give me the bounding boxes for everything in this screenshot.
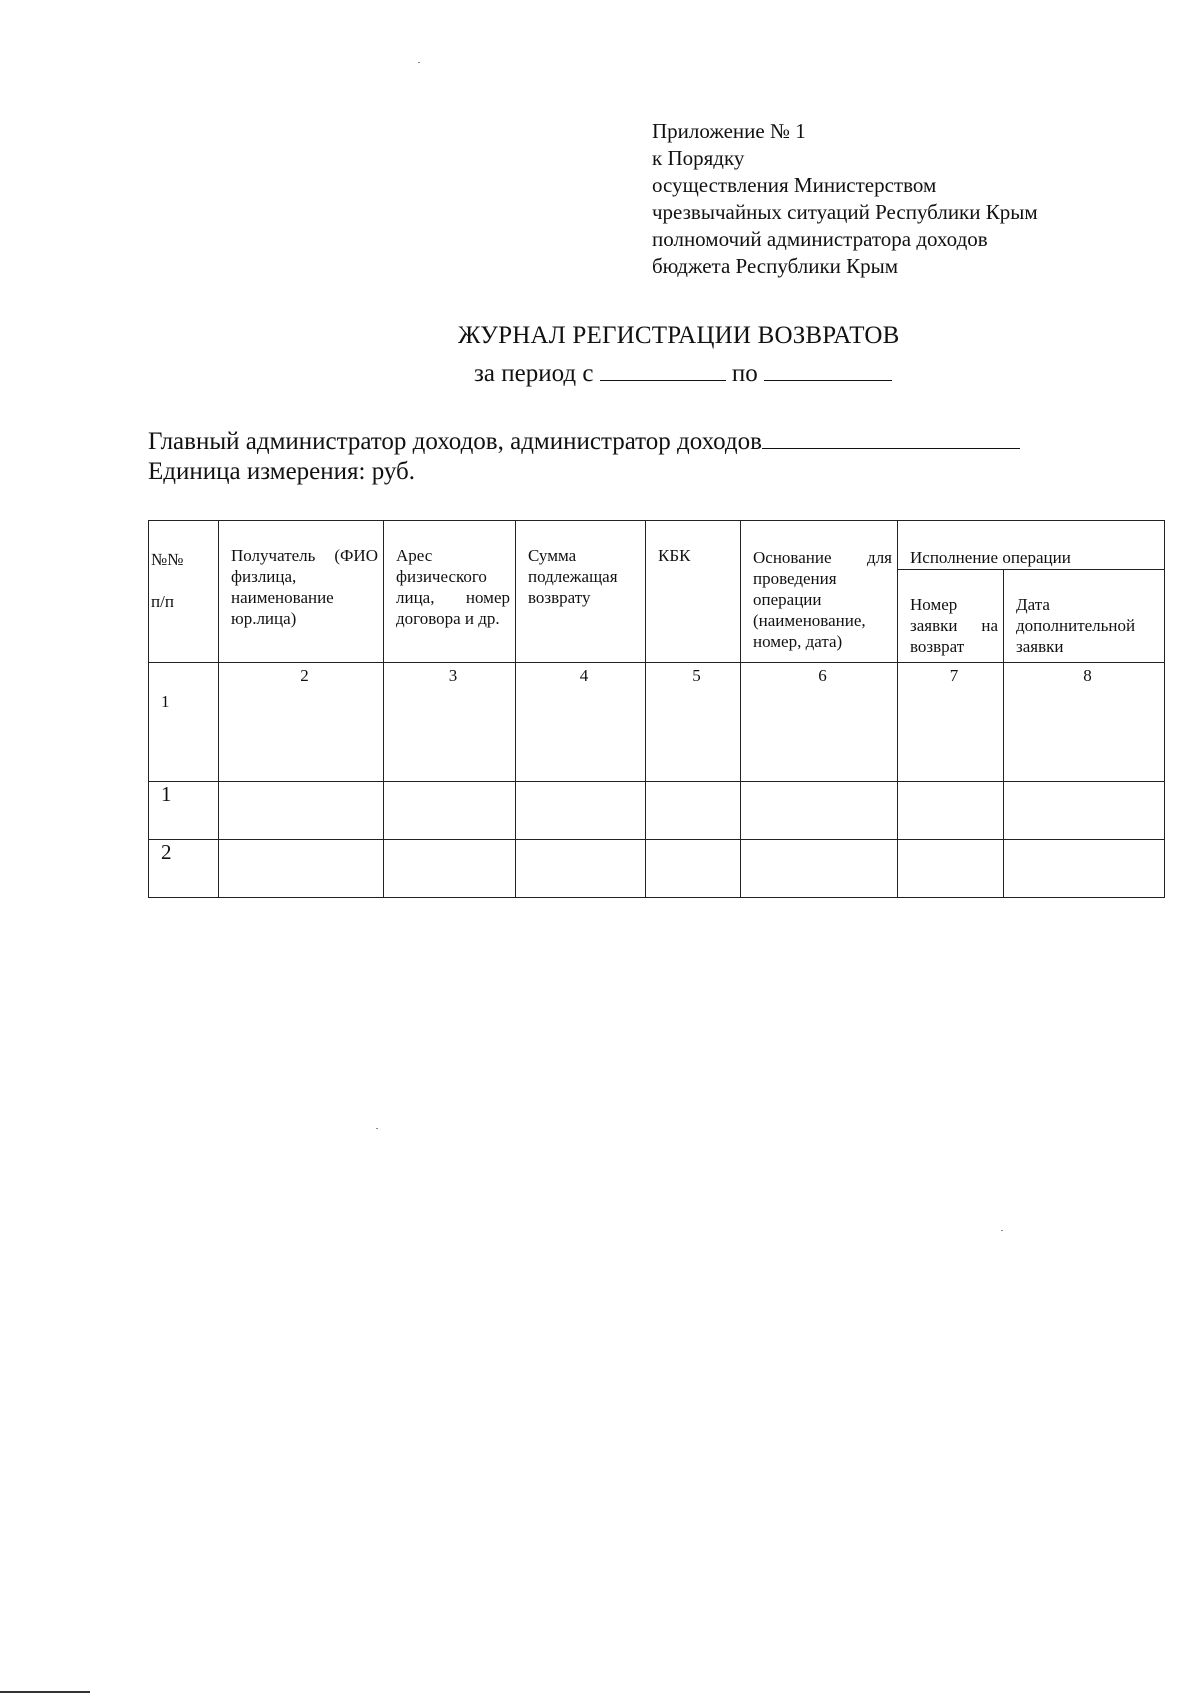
- period-middle: по: [731, 360, 758, 387]
- table-cell[interactable]: [219, 782, 384, 840]
- table-cell[interactable]: [741, 782, 898, 840]
- header-recipient: Получатель (ФИО физлица, наименование юр.лица): [219, 521, 384, 663]
- column-number: 6: [741, 663, 898, 782]
- column-number: 7: [898, 663, 1004, 782]
- table-cell[interactable]: [741, 840, 898, 898]
- table-row: [149, 782, 1165, 840]
- period-line: [474, 358, 892, 388]
- header-extra-date: Дата дополнительной заявки: [1004, 570, 1165, 663]
- period-from-field[interactable]: [600, 358, 726, 381]
- appendix-line: полномочий администратора доходов: [652, 227, 988, 251]
- admin-field[interactable]: [762, 426, 1020, 449]
- column-number: 5: [646, 663, 741, 782]
- scan-edge-line: [0, 1691, 90, 1693]
- column-number: 3: [384, 663, 516, 782]
- column-number: 8: [1004, 663, 1165, 782]
- table-cell[interactable]: [1004, 782, 1165, 840]
- appendix-line: бюджета Республики Крым: [652, 254, 899, 278]
- table-cell[interactable]: [1004, 840, 1165, 898]
- admin-label: Главный администратор доходов, администратор доходов: [148, 428, 762, 455]
- header-basis: Основание для проведения операции (наименование, номер, дата): [741, 521, 898, 663]
- row-number: 1: [149, 782, 219, 840]
- scan-speck: [418, 62, 420, 63]
- column-numbers-row: [149, 663, 1165, 782]
- appendix-line: Приложение № 1: [652, 119, 806, 143]
- column-number: 2: [219, 663, 384, 782]
- row-number: 2: [149, 840, 219, 898]
- column-number: 4: [516, 663, 646, 782]
- appendix-line: к Порядку: [652, 146, 745, 170]
- admin-line: [148, 426, 1020, 456]
- table-cell[interactable]: [646, 840, 741, 898]
- column-number: 1: [149, 663, 219, 782]
- document-title: ЖУРНАЛ РЕГИСТРАЦИИ ВОЗВРАТОВ: [458, 322, 900, 349]
- table-cell[interactable]: [384, 840, 516, 898]
- table-cell[interactable]: [516, 782, 646, 840]
- period-prefix: за период с: [474, 360, 594, 387]
- table-cell[interactable]: [219, 840, 384, 898]
- table-row: [149, 840, 1165, 898]
- scan-speck: [376, 1128, 378, 1129]
- header-kbk: КБК: [646, 521, 741, 663]
- journal-table: [148, 520, 1165, 898]
- period-to-field[interactable]: [764, 358, 892, 381]
- appendix-line: осуществления Министерством: [652, 173, 937, 197]
- unit-label: Единица измерения: руб.: [148, 458, 416, 485]
- scan-speck: [1001, 1230, 1003, 1231]
- table-cell[interactable]: [384, 782, 516, 840]
- table-cell[interactable]: [516, 840, 646, 898]
- header-amount: Сумма подлежащая возврату: [516, 521, 646, 663]
- appendix-block: [652, 118, 1152, 280]
- header-num: [149, 521, 219, 663]
- table-cell[interactable]: [646, 782, 741, 840]
- appendix-line: чрезвычайных ситуаций Республики Крым: [652, 200, 1038, 224]
- table-cell[interactable]: [898, 782, 1004, 840]
- header-num-label: №№ п/п: [151, 550, 184, 611]
- header-address: Арес физического лица, номер договора и др.: [384, 521, 516, 663]
- header-request-num: Номер заявки на возврат: [898, 570, 1004, 663]
- table-cell[interactable]: [898, 840, 1004, 898]
- header-execution: Исполнение операции: [898, 521, 1165, 570]
